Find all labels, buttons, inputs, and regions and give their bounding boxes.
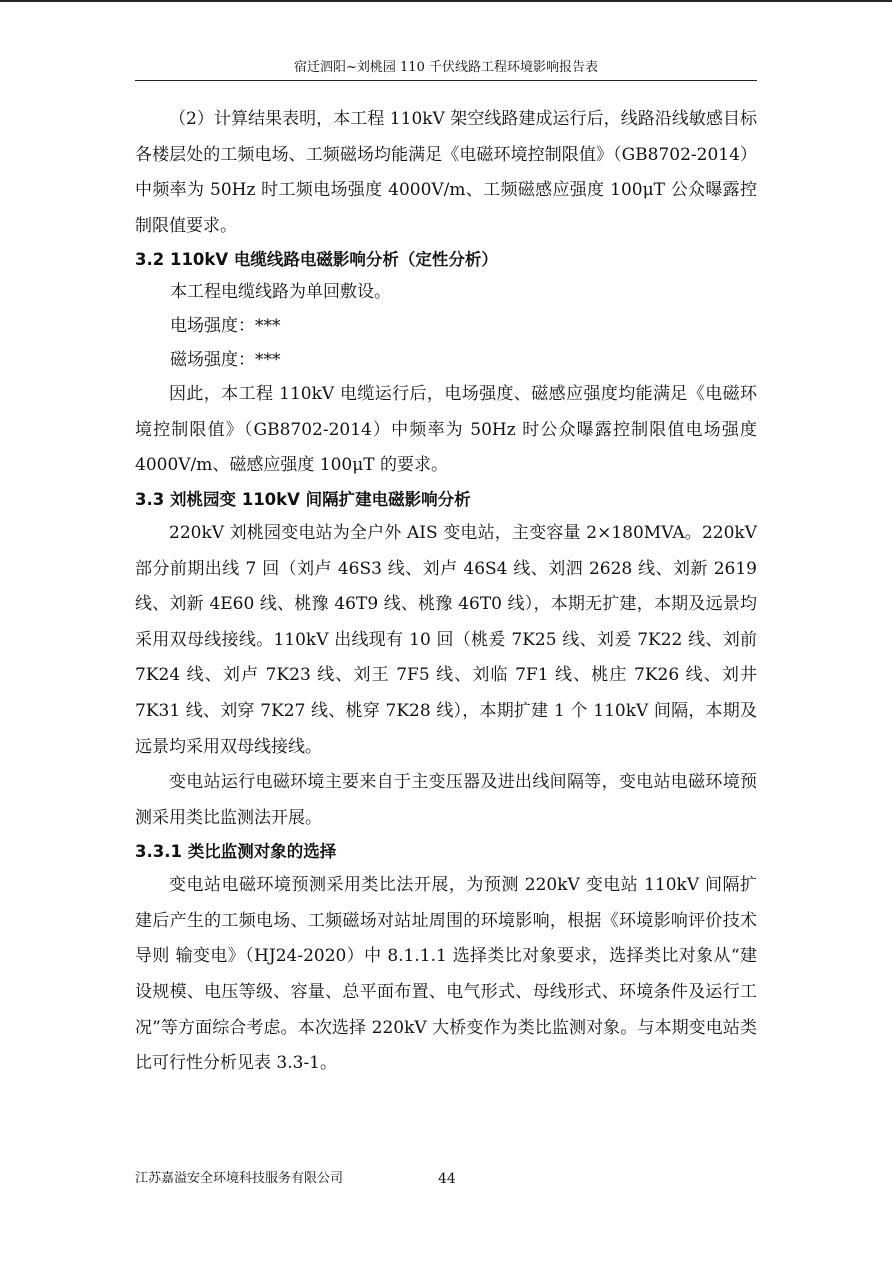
top-border [0,0,892,2]
paragraph-substation-description: 220kV 刘桃园变电站为全户外 AIS 变电站，主变容量 2×180MVA。220kV 部分前期出线 7 回（刘卢 46S3 线、刘卢 46S4 线、刘泗 2628 线、刘新 2619 线、刘新 4E60 线、桃豫 46T9 线、桃豫 46T0 线），本期无扩建，本期及远景均采用双母线接线。110kV 出线现有 10 回（桃爰 7K25 线、刘爰 7K22 线、刘前 7K24 线、刘卢 7K23 线、刘王 7F5 线、刘临 7F1 线、桃庄 7K26 线、刘井 7K31 线、刘穿 7K27 线、桃穿 7K28 线），本期扩建 1 个 110kV 间隔，本期及远景均采用双母线接线。 [135,522,757,757]
paragraph-calc-result: （2）计算结果表明，本工程 110kV 架空线路建成运行后，线路沿线敏感目标各楼层处的工频电场、工频磁场均能满足《电磁环境控制限值》（GB8702-2014）中频率为 50Hz 时工频电场强度 4000V/m、工频磁感应强度 100μT 公众曝露控制限值要求。 [135,109,757,236]
page-header [135,60,757,81]
footer-company: 江苏嘉溢安全环境科技服务有限公司 [135,1171,344,1186]
paragraph-analogy-selection: 变电站电磁环境预测采用类比法开展，为预测 220kV 变电站 110kV 间隔扩建后产生的工频电场、工频磁场对站址周围的环境影响，根据《环境影响评价技术导则 输变电》（HJ24-2020）中 8.1.1.1 选择类比对象要求，选择类比对象从“建设规模、电压等级、容量、总平面布置、电气形式、母线形式、环境条件及运行工况”等方面综合考虑。本次选择 220kV 大桥变作为类比监测对象。与本期变电站类比可行性分析见表 3.3-1。 [135,875,757,1074]
heading-3-2: 3.2 110kV 电缆线路电磁影响分析（定性分析） [135,250,498,270]
paragraph-electric-field: 电场强度：*** [170,315,281,336]
heading-3-3: 3.3 刘桃园变 110kV 间隔扩建电磁影响分析 [135,489,471,509]
paragraph-cable-conclusion: 因此，本工程 110kV 电缆运行后，电场强度、磁感应强度均能满足《电磁环境控制限值》（GB8702-2014）中频率为 50Hz 时公众曝露控制限值电场强度 4000V/m、磁感应强度 100μT 的要求。 [135,384,757,476]
paragraph-cable-single: 本工程电缆线路为单回敷设。 [170,282,391,303]
header-title: 宿迁泗阳~刘桃园 110 千伏线路工程环境影响报告表 [294,60,598,75]
paragraph-magnetic-field: 磁场强度：*** [170,349,281,370]
paragraph-prediction-method: 变电站运行电磁环境主要来自于主变压器及进出线间隔等，变电站电磁环境预测采用类比监测法开展。 [135,772,757,828]
page-body [135,102,757,1082]
heading-3-3-1: 3.3.1 类比监测对象的选择 [135,842,337,862]
page-number: 44 [438,1171,456,1187]
